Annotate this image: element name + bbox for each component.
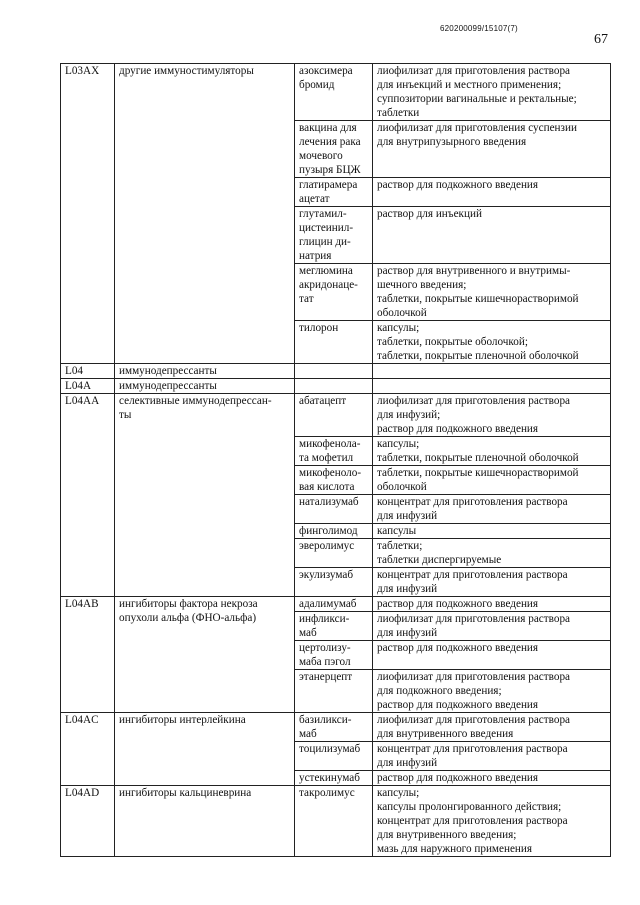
dosage-form-line: концентрат для приготовления раствора (377, 569, 568, 581)
drug-name-cell (295, 207, 373, 264)
dosage-form-line: для инфузий (377, 757, 438, 769)
drug-name-cell (295, 641, 373, 670)
drug-name-line: микофеноло- (299, 467, 362, 479)
atc-code-cell: L04 (61, 364, 115, 379)
drug-name-line: такролимус (299, 787, 355, 799)
drug-name-cell (295, 121, 373, 178)
dosage-form-line: оболочкой (377, 481, 427, 493)
drug-name-line: этанерцепт (299, 671, 353, 683)
drug-name-line: микофенола- (299, 438, 361, 450)
atc-code-cell: L04A (61, 379, 115, 394)
drug-name-line: бромид (299, 79, 335, 91)
group-name-line: иммунодепрессанты (119, 380, 217, 392)
table-row (61, 394, 611, 437)
dosage-form-cell (373, 364, 611, 379)
dosage-form-cell (373, 379, 611, 394)
drug-name-line: тилорон (299, 322, 339, 334)
drug-name-line: маб (299, 627, 317, 639)
drug-name-line: вая кислота (299, 481, 355, 493)
dosage-form-line: таблетки, покрытые кишечнорастворимой (377, 293, 579, 305)
dosage-form-line: оболочкой (377, 307, 427, 319)
dosage-form-line: для инъекций и местного применения; (377, 79, 562, 91)
dosage-form-line: капсулы; (377, 787, 420, 799)
dosage-form-line: для инфузий (377, 510, 438, 522)
drug-name-line: адалимумаб (299, 598, 357, 610)
drug-name-line: экулизумаб (299, 569, 354, 581)
table-row (61, 364, 611, 379)
drug-name-cell (295, 524, 373, 539)
dosage-form-line: раствор для внутривенного и внутримы- (377, 265, 571, 277)
atc-code-cell: L03AX (61, 64, 115, 364)
dosage-form-line: мазь для наружного применения (377, 843, 533, 855)
dosage-form-line: раствор для подкожного введения (377, 642, 539, 654)
drug-name-line: финголимод (299, 525, 358, 537)
dosage-form-line: раствор для подкожного введения (377, 772, 539, 784)
drug-name-line: базиликси- (299, 714, 352, 726)
drug-name-line: эверолимус (299, 540, 355, 552)
dosage-form-cell (373, 641, 611, 670)
drug-name-line: натрия (299, 250, 332, 262)
drug-table (60, 63, 611, 857)
atc-code-cell: L04AC (61, 713, 115, 786)
atc-code-cell: L04AA (61, 394, 115, 597)
group-name-line: опухоли альфа (ФНО-альфа) (119, 612, 257, 624)
dosage-form-line: лиофилизат для приготовления суспензии (377, 122, 577, 134)
group-name-cell (115, 364, 295, 379)
drug-name-cell (295, 612, 373, 641)
drug-name-line: абатацепт (299, 395, 347, 407)
table-row (61, 64, 611, 121)
drug-name-cell (295, 364, 373, 379)
dosage-form-line: таблетки, покрытые кишечнорастворимой (377, 467, 579, 479)
drug-name-line: инфликси- (299, 613, 350, 625)
dosage-form-cell (373, 264, 611, 321)
atc-code-cell: L04AD (61, 786, 115, 857)
dosage-form-cell (373, 670, 611, 713)
dosage-form-line: для внутривенного введения; (377, 829, 517, 841)
group-name-line: ингибиторы кальциневрина (119, 787, 252, 799)
drug-name-cell (295, 495, 373, 524)
dosage-form-line: для внутрипузырного введения (377, 136, 527, 148)
dosage-form-cell (373, 612, 611, 641)
dosage-form-line: раствор для подкожного введения (377, 598, 539, 610)
dosage-form-line: раствор для инъекций (377, 208, 482, 220)
dosage-form-cell (373, 524, 611, 539)
dosage-form-line: таблетки, покрытые пленочной оболочкой (377, 452, 579, 464)
drug-name-cell (295, 437, 373, 466)
drug-name-line: маб (299, 728, 317, 740)
group-name-cell (115, 713, 295, 786)
document-id: 620200099/15107(7) (440, 24, 518, 33)
atc-code-cell: L04AB (61, 597, 115, 713)
drug-name-cell (295, 321, 373, 364)
dosage-form-line: лиофилизат для приготовления раствора (377, 613, 570, 625)
dosage-form-cell (373, 178, 611, 207)
dosage-form-cell (373, 597, 611, 612)
dosage-form-line: лиофилизат для приготовления раствора (377, 714, 570, 726)
drug-name-cell (295, 178, 373, 207)
group-name-cell (115, 64, 295, 364)
dosage-form-line: таблетки, покрытые пленочной оболочкой (377, 350, 579, 362)
table-row (61, 597, 611, 612)
group-name-cell (115, 597, 295, 713)
group-name-line: селективные иммунодепрессан- (119, 395, 272, 407)
drug-name-line: глицин ди- (299, 236, 351, 248)
dosage-form-cell (373, 771, 611, 786)
dosage-form-cell (373, 64, 611, 121)
dosage-form-line: раствор для подкожного введения (377, 423, 539, 435)
drug-name-line: вакцина для (299, 122, 357, 134)
drug-name-cell (295, 597, 373, 612)
drug-name-line: натализумаб (299, 496, 359, 508)
drug-name-line: акридонаце- (299, 279, 358, 291)
dosage-form-line: шечного введения; (377, 279, 467, 291)
table-row (61, 786, 611, 857)
dosage-form-line: для подкожного введения; (377, 685, 502, 697)
group-name-line: другие иммуностимуляторы (119, 65, 254, 77)
drug-name-line: устекинумаб (299, 772, 360, 784)
group-name-cell (115, 394, 295, 597)
drug-name-cell (295, 466, 373, 495)
dosage-form-cell (373, 786, 611, 857)
dosage-form-line: раствор для подкожного введения (377, 699, 539, 711)
dosage-form-cell (373, 394, 611, 437)
group-name-line: ингибиторы фактора некроза (119, 598, 258, 610)
group-name-cell (115, 379, 295, 394)
drug-name-cell (295, 379, 373, 394)
dosage-form-cell (373, 713, 611, 742)
dosage-form-line: для инфузий (377, 583, 438, 595)
page-number: 67 (594, 32, 608, 47)
drug-name-cell (295, 64, 373, 121)
drug-name-cell (295, 786, 373, 857)
group-name-line: ты (119, 409, 132, 421)
dosage-form-line: капсулы; (377, 322, 420, 334)
dosage-form-line: для внутривенного введения (377, 728, 514, 740)
drug-name-line: ацетат (299, 193, 330, 205)
drug-name-cell (295, 742, 373, 771)
dosage-form-line: капсулы (377, 525, 417, 537)
drug-name-cell (295, 670, 373, 713)
dosage-form-cell (373, 539, 611, 568)
drug-name-cell (295, 394, 373, 437)
drug-name-cell (295, 713, 373, 742)
drug-name-line: глутамил- (299, 208, 347, 220)
dosage-form-line: лиофилизат для приготовления раствора (377, 671, 570, 683)
dosage-form-cell (373, 568, 611, 597)
table-row (61, 713, 611, 742)
drug-name-line: глатирамера (299, 179, 358, 191)
dosage-form-line: капсулы пролонгированного действия; (377, 801, 562, 813)
drug-name-line: тат (299, 293, 314, 305)
drug-name-line: тоцилизумаб (299, 743, 361, 755)
dosage-form-line: таблетки, покрытые оболочкой; (377, 336, 528, 348)
dosage-form-line: таблетки (377, 107, 420, 119)
drug-name-line: лечения рака (299, 136, 361, 148)
drug-name-cell (295, 539, 373, 568)
drug-name-line: азоксимера (299, 65, 353, 77)
dosage-form-line: концентрат для приготовления раствора (377, 815, 568, 827)
dosage-form-line: концентрат для приготовления раствора (377, 743, 568, 755)
drug-name-line: пузыря БЦЖ (299, 164, 361, 176)
drug-name-line: цистеинил- (299, 222, 354, 234)
drug-name-cell (295, 771, 373, 786)
dosage-form-cell (373, 466, 611, 495)
dosage-form-cell (373, 437, 611, 466)
dosage-form-line: таблетки; (377, 540, 423, 552)
dosage-form-line: суппозитории вагинальные и ректальные; (377, 93, 577, 105)
dosage-form-line: таблетки диспергируемые (377, 554, 502, 566)
group-name-line: ингибиторы интерлейкина (119, 714, 246, 726)
dosage-form-line: лиофилизат для приготовления раствора (377, 395, 570, 407)
dosage-form-cell (373, 321, 611, 364)
dosage-form-line: раствор для подкожного введения (377, 179, 539, 191)
dosage-form-line: для инфузий; (377, 409, 441, 421)
drug-name-line: та мофетил (299, 452, 354, 464)
table-row (61, 379, 611, 394)
drug-name-line: мочевого (299, 150, 343, 162)
dosage-form-line: для инфузий (377, 627, 438, 639)
drug-name-cell (295, 568, 373, 597)
dosage-form-cell (373, 207, 611, 264)
group-name-cell (115, 786, 295, 857)
drug-name-line: цертолизу- (299, 642, 351, 654)
drug-name-cell (295, 264, 373, 321)
dosage-form-line: концентрат для приготовления раствора (377, 496, 568, 508)
drug-name-line: меглюмина (299, 265, 353, 277)
dosage-form-line: лиофилизат для приготовления раствора (377, 65, 570, 77)
dosage-form-cell (373, 742, 611, 771)
dosage-form-cell (373, 121, 611, 178)
dosage-form-line: капсулы; (377, 438, 420, 450)
group-name-line: иммунодепрессанты (119, 365, 217, 377)
drug-name-line: маба пэгол (299, 656, 351, 668)
dosage-form-cell (373, 495, 611, 524)
